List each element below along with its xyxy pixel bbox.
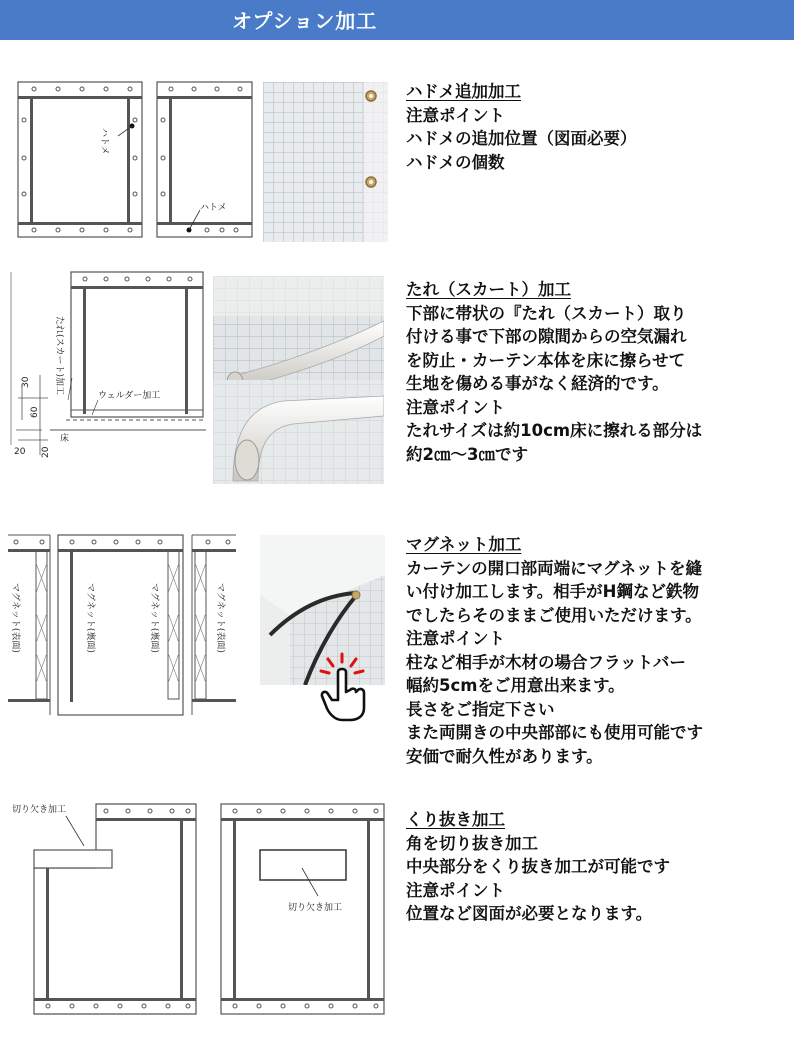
- hatome-line-3: ハドメの個数: [406, 152, 505, 172]
- magnet-back-label-1: マグネット(裏面): [85, 583, 95, 653]
- skirt-line-2: 付ける事で下部の隙間からの空気漏れ: [406, 327, 687, 346]
- magnet-line-8: また両開きの中央部部にも使用可能です: [406, 723, 703, 742]
- skirt-line-5: 注意ポイント: [406, 397, 505, 417]
- skirt-dim-60: 60: [30, 406, 40, 418]
- magnet-front-label-1: マグネット(表面): [10, 583, 20, 653]
- magnet-line-2: い付け加工します。相手がH鋼など鉄物: [406, 582, 699, 601]
- cutout-diagram: [10, 798, 390, 1018]
- skirt-floor-label: 床: [60, 434, 70, 444]
- magnet-line-6: 幅約5cmをご用意出来ます。: [406, 676, 625, 695]
- skirt-dim-30: 30: [21, 376, 31, 388]
- magnet-line-1: カーテンの開口部両端にマグネットを縫: [406, 558, 703, 578]
- skirt-label: たれ(スカート)加工: [54, 316, 64, 396]
- corner-cut-label: 切り欠き加工: [12, 805, 67, 815]
- magnet-title: マグネット加工: [406, 535, 522, 554]
- hatome-label-vertical: ハトメ: [99, 128, 109, 155]
- magnet-line-3: でしたらそのままご使用いただけます。: [406, 605, 702, 625]
- magnet-line-7: 長さをご指定下さい: [406, 699, 555, 719]
- hatome-line-2: ハドメの追加位置（図面必要）: [406, 129, 637, 148]
- skirt-line-4: 生地を傷める事がなく経済的です。: [406, 374, 669, 393]
- hatome-title: ハドメ追加加工: [406, 82, 522, 101]
- hatome-line-1: 注意ポイント: [406, 105, 505, 125]
- skirt-line-7: 約2㎝～3㎝です: [406, 444, 528, 464]
- skirt-line-6: たれサイズは約10cm床に擦れる部分は: [406, 421, 703, 440]
- magnet-line-9: 安価で耐久性があります。: [406, 746, 603, 766]
- magnet-line-4: 注意ポイント: [406, 629, 505, 648]
- hatome-label-horizontal: ハトメ: [200, 203, 227, 213]
- magnet-line-5: 柱など相手が木材の場合フラットバー: [406, 652, 686, 672]
- skirt-dim-20b: 20: [41, 446, 51, 458]
- skirt-title: たれ（スカート）加工: [406, 280, 571, 299]
- magnet-back-label-2: マグネット(裏面): [149, 583, 159, 653]
- cutout-line-4: 位置など図面が必要となります。: [406, 904, 653, 923]
- cutout-line-1: 角を切り抜き加工: [406, 833, 538, 853]
- skirt-line-3: を防止・カーテン本体を床に擦らせて: [406, 350, 686, 370]
- page-title: オプション加工: [232, 9, 378, 33]
- center-cut-label: 切り欠き加工: [288, 903, 343, 913]
- cutout-line-2: 中央部分をくり抜き加工が可能です: [406, 857, 670, 876]
- cutout-text: [406, 808, 670, 926]
- welder-label: ウェルダー加工: [98, 391, 161, 401]
- cutout-line-3: 注意ポイント: [406, 880, 505, 900]
- skirt-line-1: 下部に帯状の『たれ（スカート）取り: [406, 303, 687, 323]
- magnet-front-label-2: マグネット(表面): [215, 583, 225, 653]
- cutout-title: くり抜き加工: [406, 810, 505, 829]
- skirt-dim-20a: 20: [14, 447, 26, 457]
